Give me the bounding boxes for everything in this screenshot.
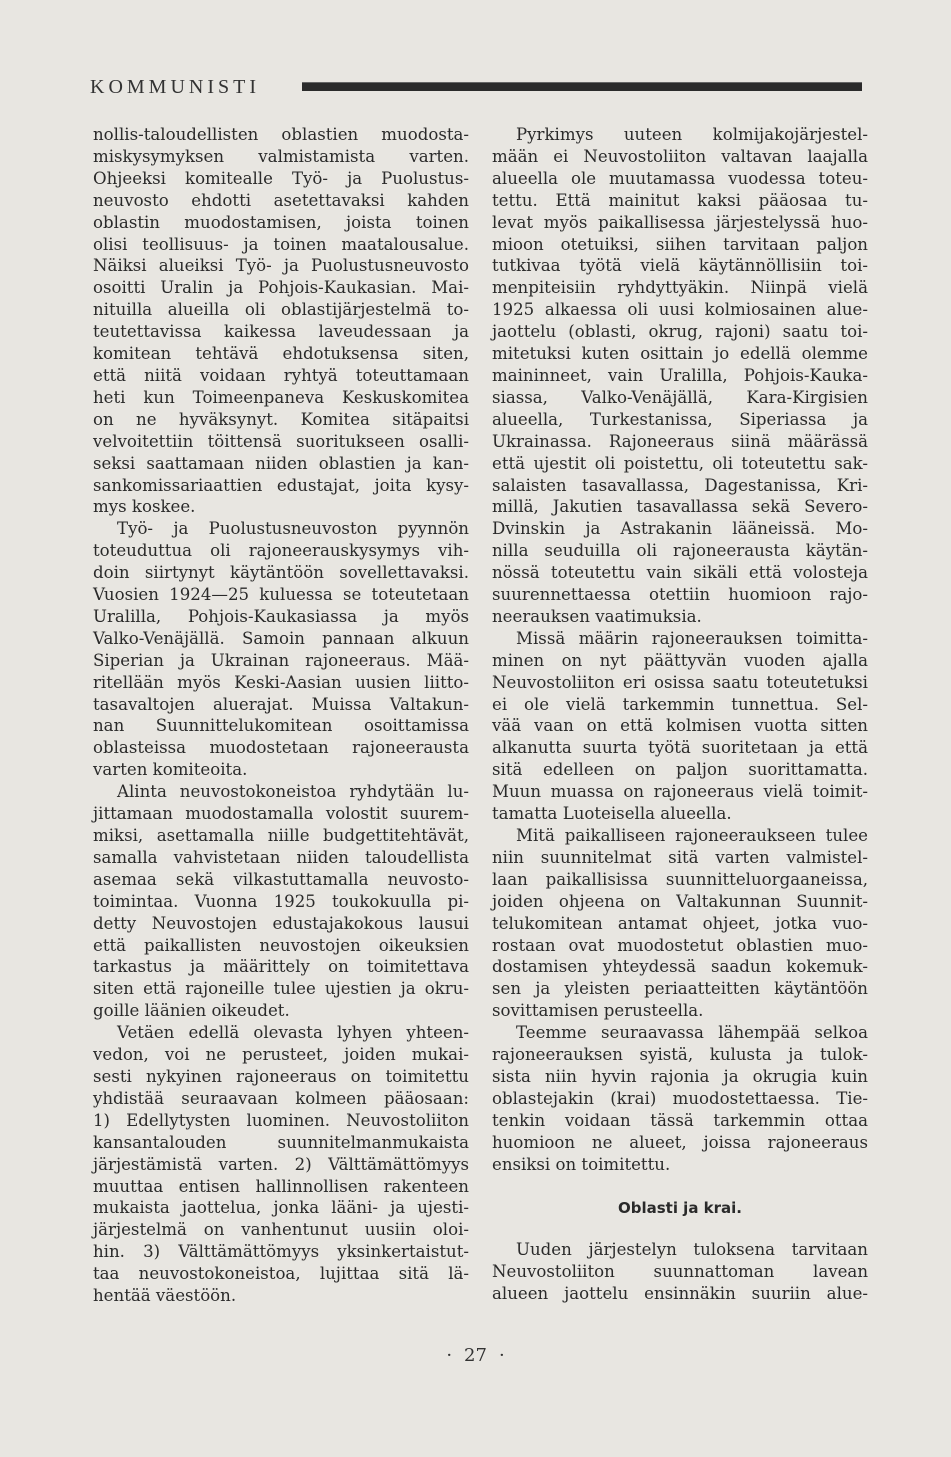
text-line: että niitä voidaan ryhtyä toteuttamaan [93,365,469,385]
text-line: laan paikallisissa suunnitteluorgaaneissa, [492,869,868,889]
text-line: salaisten tasavallassa, Dagestanissa, Kri- [492,475,868,495]
text-line: mään ei Neuvostoliiton valtavan laajalla [492,146,868,166]
text-line: tettu. Että mainitut kaksi pääosaa tu- [492,190,868,210]
text-line: nollis-taloudellisten oblastien muodosta- [93,125,469,144]
text-line: velvoitettiin töittensä suoritukseen osalli- [93,431,469,451]
text-line: muuttaa entisen hallinnollisen rakenteen [93,1176,469,1196]
header-rule [302,82,862,91]
text-line: vää vaan on että kolmisen vuotta sitten [492,716,868,736]
text-line: huomioon ne alueet, joissa rajoneeraus [492,1132,868,1152]
right-column-body [492,124,868,1176]
text-line: että ujestit oli poistettu, oli toteutettu sak- [492,453,868,473]
text-line: millä, Jakutien tasavallassa sekä Severo- [492,497,868,517]
text-line: niin suunnitelmat sitä varten valmistel- [492,847,868,867]
text-line: heti kun Toimeenpaneva Keskuskomitea [93,387,469,407]
text-line: Ukrainassa. Rajoneeraus siinä määrässä [492,431,868,451]
text-line: oblastin muodostamisen, joista toinen [93,212,469,232]
text-line: Alinta neuvostokoneistoa ryhdytään lu- [117,782,469,802]
text-line: jittamaan muodostamalla volostit suurem- [93,804,469,824]
text-line: ei ole vielä tarkemmin tunnettua. Sel- [492,694,868,714]
text-line: järjestelmä on vanhentunut uusiin oloi- [93,1220,469,1240]
text-line: sankomissariaattien edustajat, joita kysy- [93,475,469,495]
text-line: sitä edelleen on paljon suorittamatta. [492,760,868,780]
text-line: tarkastus ja määrittely on toimitettava [93,957,469,977]
text-line: teutettavissa kaikessa laveudessaan ja [93,322,469,342]
text-line: suurennettaessa otettiin huomioon rajo- [492,585,868,605]
text-line: neerauksen vaatimuksia. [492,606,702,626]
text-line: järjestämistä varten. 2) Välttämättömyys [93,1154,469,1174]
text-line: ensiksi on toimitettu. [492,1154,671,1174]
text-line: Uuden järjestelyn tuloksena tarvitaan [516,1240,868,1260]
text-line: alueella, Turkestanissa, Siperiassa ja [492,409,868,429]
text-line: goille läänien oikeudet. [93,1001,290,1021]
text-line: varten komiteoita. [93,760,248,780]
text-line: nilla seuduilla oli rajoneerausta käytän- [492,541,868,561]
text-line: yhdistää seuraavaan kolmeen pääosaan: [93,1088,469,1108]
text-line: siassa, Valko-Venäjällä, Kara-Kirgisien [492,387,868,407]
text-line: joiden ohjeena on Valtakunnan Suunnit- [492,891,868,911]
text-line: miskysymyksen valmistamista varten. [93,146,469,166]
page-number-value: 27 [464,1345,487,1366]
text-line: Teemme seuraavassa lähempää selkoa [516,1023,868,1043]
right-column [492,124,868,1305]
text-line: on ne hyväksynyt. Komitea sitäpaitsi [93,409,469,429]
text-line: asemaa sekä vilkastuttamalla neuvosto- [93,869,469,889]
text-line: toimintaa. Vuonna 1925 toukokuulla pi- [93,891,469,911]
text-line: Valko-Venäjällä. Samoin pannaan alkuun [93,628,469,648]
text-line: Muun muassa on rajoneeraus vielä toimit- [492,782,868,802]
text-line: Vuosien 1924—25 kuluessa se toteutetaan [93,585,469,605]
text-line: levat myös paikallisessa järjestelyssä huo- [492,212,868,232]
running-head-title: KOMMUNISTI [90,76,260,98]
text-line: telukomitean antamat ohjeet, jotka vuo- [492,913,868,933]
text-line: nössä toteutettu vain sikäli että volosteja [492,563,868,583]
text-line: tenkin voidaan tässä tarkemmin ottaa [492,1110,868,1130]
text-line: alkanutta suurta työtä suoritetaan ja että [492,738,868,758]
text-line: Pyrkimys uuteen kolmijakojärjestel- [516,125,868,144]
text-line: Neuvostoliiton suunnattoman lavean [492,1262,868,1282]
text-line: oblasteissa muodostetaan rajoneerausta [93,738,469,758]
text-line: tamatta Luoteisella alueella. [492,804,732,824]
text-line: taa neuvostokoneistoa, lujittaa sitä lä- [93,1264,469,1284]
text-line: komitean tehtävä ehdotuksensa siten, [93,344,469,364]
text-line: nan Suunnittelukomitean osoittamissa [93,716,469,736]
text-line: että paikallisten neuvostojen oikeuksien [93,935,469,955]
text-line: jaottelu (oblasti, okrug, rajoni) saatu toi- [492,322,868,342]
text-line: neuvosto ehdotti asetettavaksi kahden [93,190,469,210]
text-line: Missä määrin rajoneerauksen toimitta- [516,628,868,648]
text-line: nituilla alueilla oli oblastijärjestelmä to- [93,300,469,320]
text-line: mukaista jaottelua, jonka lääni- ja ujesti- [93,1198,469,1218]
left-column [93,124,469,1307]
right-column-continued [492,1239,868,1305]
text-line: oblastejakin (krai) muodostettaessa. Tie- [492,1088,868,1108]
text-line: Neuvostoliiton eri osissa saatu toteutetuksi [492,672,868,692]
text-line: olisi teollisuus- ja toinen maatalousalue. [93,234,469,254]
text-line: kansantalouden suunnitelmanmukaista [93,1132,469,1152]
text-line: rostaan ovat muodostetut oblastien muo- [492,935,868,955]
text-line: tasavaltojen aluerajat. Muissa Valtakun- [93,694,469,714]
text-line: sista niin hyvin rajonia ja okrugia kuin [492,1066,868,1086]
text-line: Siperian ja Ukrainan rajoneeraus. Mää- [93,650,469,670]
text-line: osoitti Uralin ja Pohjois-Kaukasian. Mai- [93,278,469,298]
text-line: samalla vahvistetaan niiden taloudellista [93,847,469,867]
text-line: mitetuksi kuten osittain jo edellä olemme [492,344,868,364]
text-line: alueen jaottelu ensinnäkin suuriin alue- [492,1284,868,1304]
text-line: vedon, voi ne perusteet, joiden mukai- [93,1045,469,1065]
page-number-dot-left: · [446,1345,453,1366]
text-line: sen ja yleisten periaatteitten käytäntöön [492,979,868,999]
text-line: Mitä paikalliseen rajoneeraukseen tulee [516,826,868,845]
text-line: Vetäen edellä olevasta lyhyen yhteen- [117,1023,469,1043]
text-line: sovittamisen perusteella. [492,1001,704,1021]
page-number-dot-right: · [498,1345,505,1366]
text-line: 1925 alkaessa oli uusi kolmiosainen alue- [492,300,868,320]
text-line: rajoneerauksen syistä, kulusta ja tulok- [492,1045,868,1065]
text-line: Näiksi alueiksi Työ- ja Puolustusneuvosto [93,256,469,276]
text-line: toteuduttua oli rajoneerauskysymys vih- [93,541,469,561]
text-line: mioon otetuiksi, siihen tarvitaan paljon [492,234,868,254]
text-line: Ohjeeksi komitealle Työ- ja Puolustus- [93,168,469,188]
text-line: doin siirtynyt käytäntöön sovellettavaksi. [93,563,469,583]
text-line: minen on nyt päättyvän vuoden ajalla [492,650,868,670]
text-line: hentää väestöön. [93,1286,237,1306]
text-line: seksi saattamaan niiden oblastien ja kan- [93,453,469,473]
text-line: Dvinskin ja Astrakanin lääneissä. Mo- [492,519,868,539]
text-line: ritellään myös Keski-Aasian uusien liitto- [93,672,469,692]
text-line: siten että rajoneille tulee ujestien ja okru- [93,979,469,999]
text-line: detty Neuvostojen edustajakokous lausui [93,913,469,933]
text-line: sesti nykyinen rajoneeraus on toimitettu [93,1066,469,1086]
text-line: mys koskee. [93,497,196,517]
text-line: alueella ole muutamassa vuodessa toteu- [492,168,868,188]
text-line: maininneet, vain Uralilla, Pohjois-Kauka- [492,365,868,385]
text-line: 1) Edellytysten luominen. Neuvostoliiton [93,1110,469,1130]
text-line: dostamisen yhteydessä saadun kokemuk- [492,957,868,977]
text-line: hin. 3) Välttämättömyys yksinkertaistut- [93,1242,469,1262]
section-heading: Oblasti ja krai. [617,1198,743,1217]
text-line: miksi, asettamalla niille budgettitehtävät, [93,826,469,845]
text-line: Uralilla, Pohjois-Kaukasiassa ja myös [93,606,469,626]
text-line: menpiteisiin ryhdyttyäkin. Niinpä vielä [492,278,868,298]
text-line: Työ- ja Puolustusneuvoston pyynnön [117,519,469,539]
text-line: tutkivaa työtä vielä käytännöllisiin toi- [492,256,868,276]
page-number [0,1345,951,1366]
